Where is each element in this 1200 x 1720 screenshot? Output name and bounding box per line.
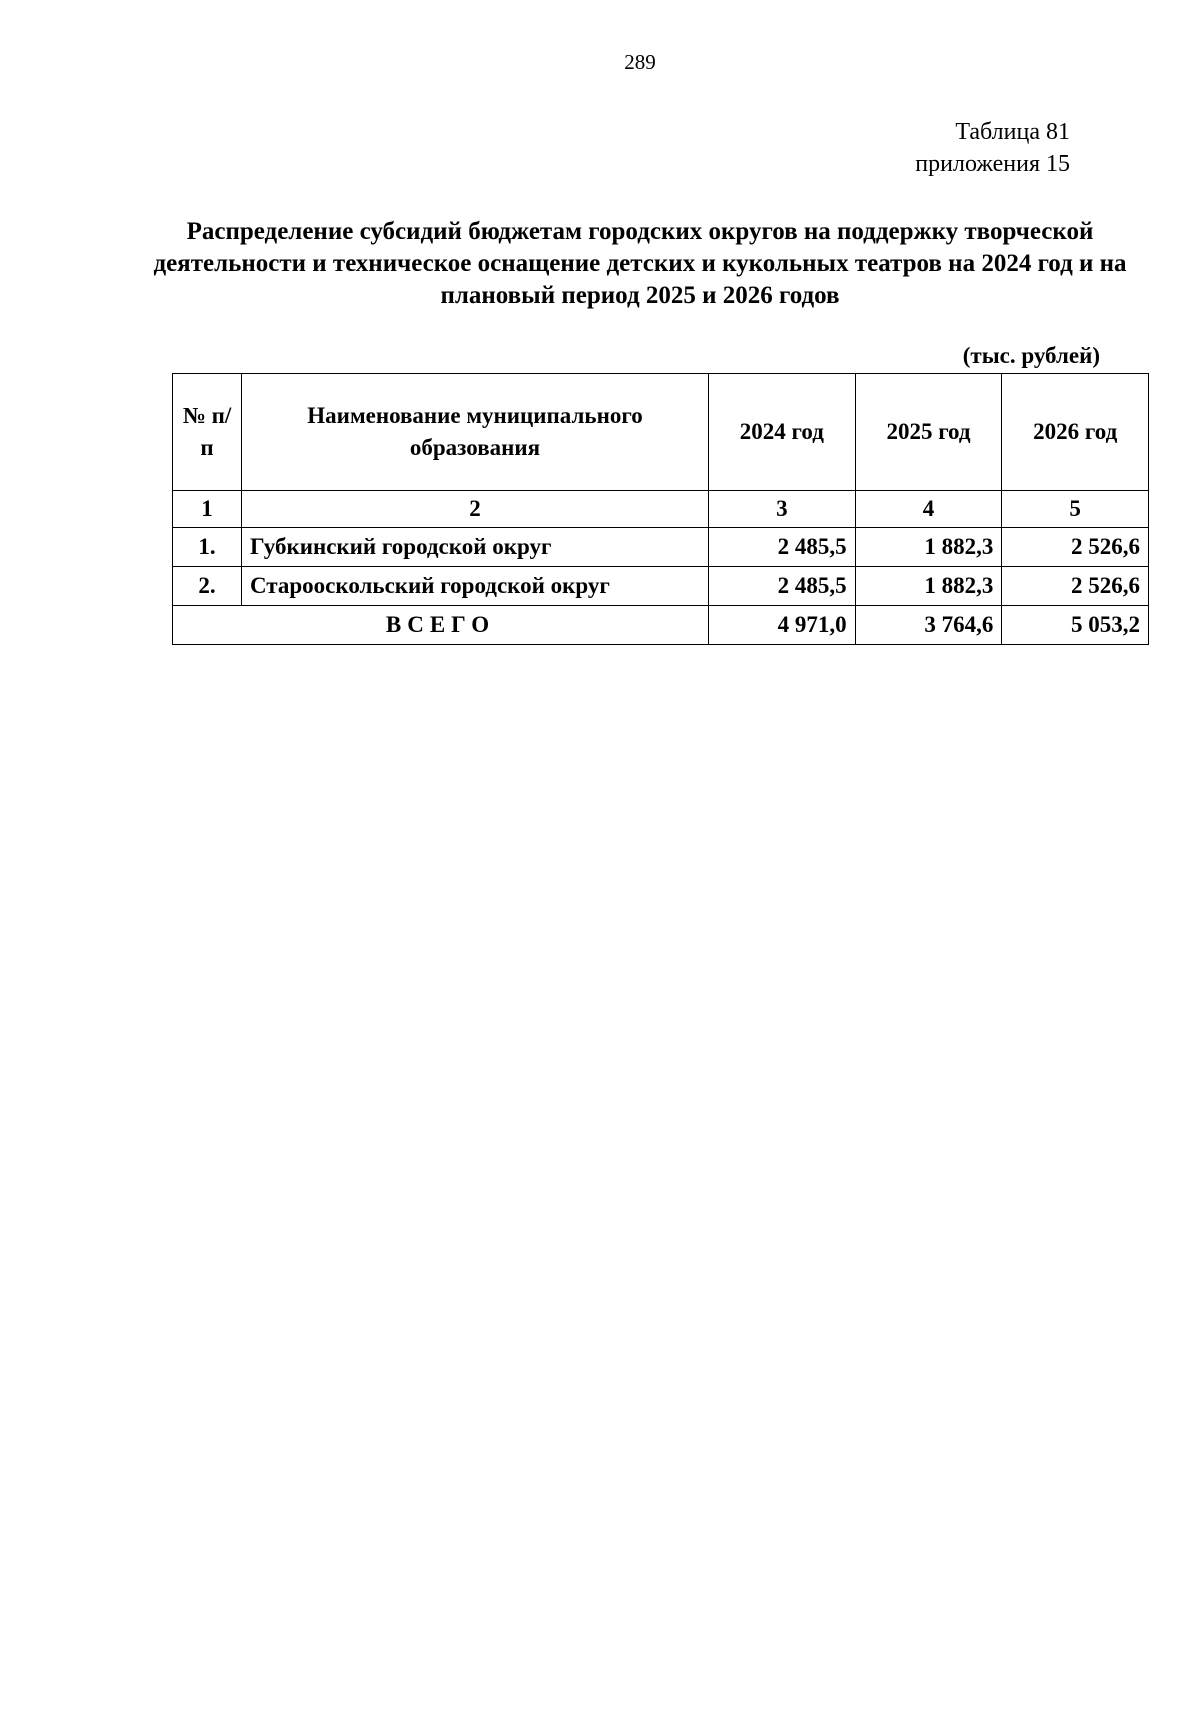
table-row xyxy=(173,528,1149,567)
table-reference-line2: приложения 15 xyxy=(915,151,1070,177)
row-value-2026: 2 526,6 xyxy=(1002,567,1149,606)
column-index: 3 xyxy=(709,491,856,528)
column-index: 5 xyxy=(1002,491,1149,528)
row-name: Старооскольский городской округ xyxy=(242,567,709,606)
column-index: 1 xyxy=(173,491,242,528)
units-label: (тыс. рублей) xyxy=(962,343,1100,368)
header-2025: 2025 год xyxy=(855,374,1002,491)
page-number: 289 xyxy=(624,50,656,74)
header-name: Наименование муниципального образования xyxy=(242,374,709,491)
table-row xyxy=(173,567,1149,606)
total-label: ВСЕГО xyxy=(173,606,709,645)
total-row xyxy=(173,606,1149,645)
row-name: Губкинский городской округ xyxy=(242,528,709,567)
row-value-2024: 2 485,5 xyxy=(709,567,856,606)
row-number: 1. xyxy=(173,528,242,567)
table-reference-line1: Таблица 81 xyxy=(955,119,1070,145)
header-2024: 2024 год xyxy=(709,374,856,491)
header-2026: 2026 год xyxy=(1002,374,1149,491)
row-value-2026: 2 526,6 xyxy=(1002,528,1149,567)
row-number: 2. xyxy=(173,567,242,606)
subsidy-table xyxy=(172,373,1149,645)
total-2026: 5 053,2 xyxy=(1002,606,1149,645)
column-index: 2 xyxy=(242,491,709,528)
total-2025: 3 764,6 xyxy=(855,606,1002,645)
column-index: 4 xyxy=(855,491,1002,528)
header-num: № п/п xyxy=(173,374,242,491)
row-value-2024: 2 485,5 xyxy=(709,528,856,567)
total-2024: 4 971,0 xyxy=(709,606,856,645)
row-value-2025: 1 882,3 xyxy=(855,567,1002,606)
row-value-2025: 1 882,3 xyxy=(855,528,1002,567)
table-reference xyxy=(820,116,1070,180)
document-title: Распределение субсидий бюджетам городских округов на поддержку творческой деятельности и техническое оснащение детских и кукольных театров на 2024 год и на плановый период 2025 и 2026 годов xyxy=(153,218,1127,309)
table-header-row xyxy=(173,374,1149,491)
column-index-row xyxy=(173,491,1149,528)
